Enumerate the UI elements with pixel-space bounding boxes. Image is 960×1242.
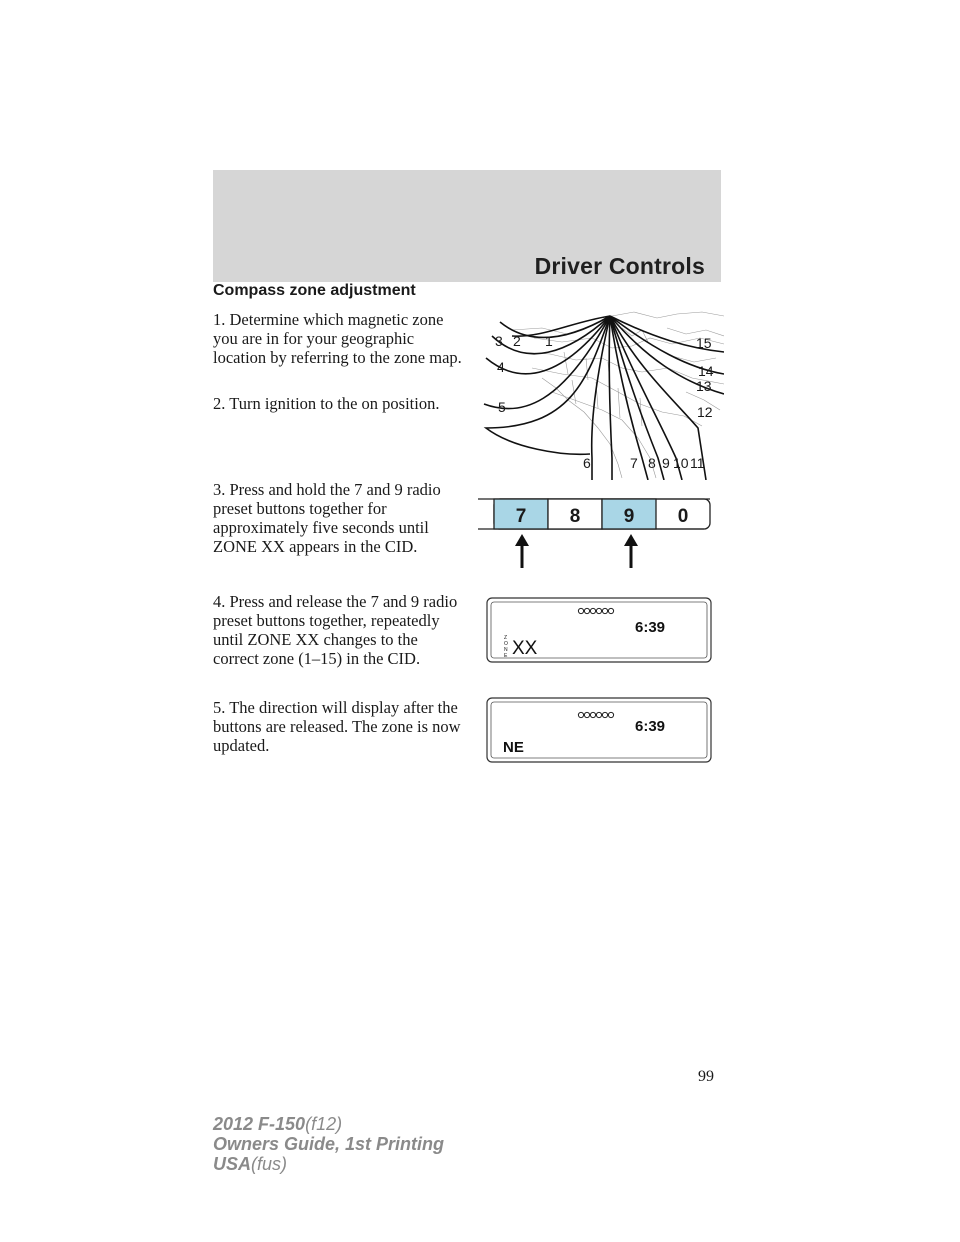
zone-label-10: 10: [673, 455, 689, 471]
footer-edition: Owners Guide, 1st Printing: [213, 1134, 445, 1154]
zone-label-5: 5: [498, 399, 506, 415]
content-heading: Compass zone adjustment: [213, 282, 416, 299]
footer-model-code: (f12): [305, 1114, 343, 1134]
zone-label-6: 6: [583, 455, 591, 471]
zone-label-12: 12: [697, 404, 713, 420]
preset-label-7: 7: [515, 506, 527, 527]
step-5: 5. The direction will display after the buttons are released. The zone is now updated.: [213, 698, 461, 755]
zone-letter: O: [504, 641, 508, 647]
zone-label-8: 8: [648, 455, 656, 471]
zone-label-7: 7: [630, 455, 638, 471]
cid-direction-display: [485, 696, 713, 764]
arrow-up-icon: [515, 534, 529, 568]
preset-buttons-figure: [470, 496, 716, 572]
step-4: 4. Press and release the 7 and 9 radio preset buttons together, repeatedly until ZONE XX changes to the correct zone (1–15) in the CID.: [213, 592, 458, 668]
header-band: [213, 170, 721, 282]
zone-value: XX: [512, 638, 538, 659]
compass-direction: NE: [503, 739, 524, 756]
zone-label-13: 13: [696, 378, 712, 394]
zone-letter: Z: [504, 635, 508, 641]
zone-label-4: 4: [497, 359, 505, 375]
zone-label-2: 2: [513, 333, 521, 349]
footer-market-code: (fus): [251, 1154, 288, 1174]
section-title: Driver Controls: [534, 253, 705, 279]
footer: [213, 1114, 444, 1174]
zone-label-11: 11: [690, 455, 705, 471]
zone-label-1: 1: [545, 333, 553, 349]
zone-label-15: 15: [696, 335, 712, 351]
step-2: 2. Turn ignition to the on position.: [213, 394, 440, 413]
zone-letter: E: [504, 653, 508, 659]
cid-zone-display: [485, 596, 713, 664]
zone-letter: N: [504, 647, 508, 653]
step-3: 3. Press and hold the 7 and 9 radio preset buttons together for approximately five seconds until ZONE XX appears in the CID.: [213, 480, 441, 556]
arrow-up-icon: [624, 534, 638, 568]
page-number: 99: [698, 1068, 714, 1085]
preset-label-8: 8: [569, 506, 581, 527]
footer-market: USA: [213, 1154, 252, 1174]
preset-label-9: 9: [623, 506, 635, 527]
footer-model: 2012 F-150: [213, 1114, 306, 1134]
clock-time: 6:39: [635, 718, 666, 735]
step-1: 1. Determine which magnetic zone you are in for your geographic location by referring to the zone map.: [213, 310, 462, 367]
zone-label-9: 9: [662, 455, 670, 471]
clock-time: 6:39: [635, 619, 666, 636]
zone-label-3: 3: [495, 333, 503, 349]
zone-map: [472, 308, 724, 480]
preset-label-0: 0: [677, 506, 689, 527]
zone-label-14: 14: [698, 363, 714, 379]
